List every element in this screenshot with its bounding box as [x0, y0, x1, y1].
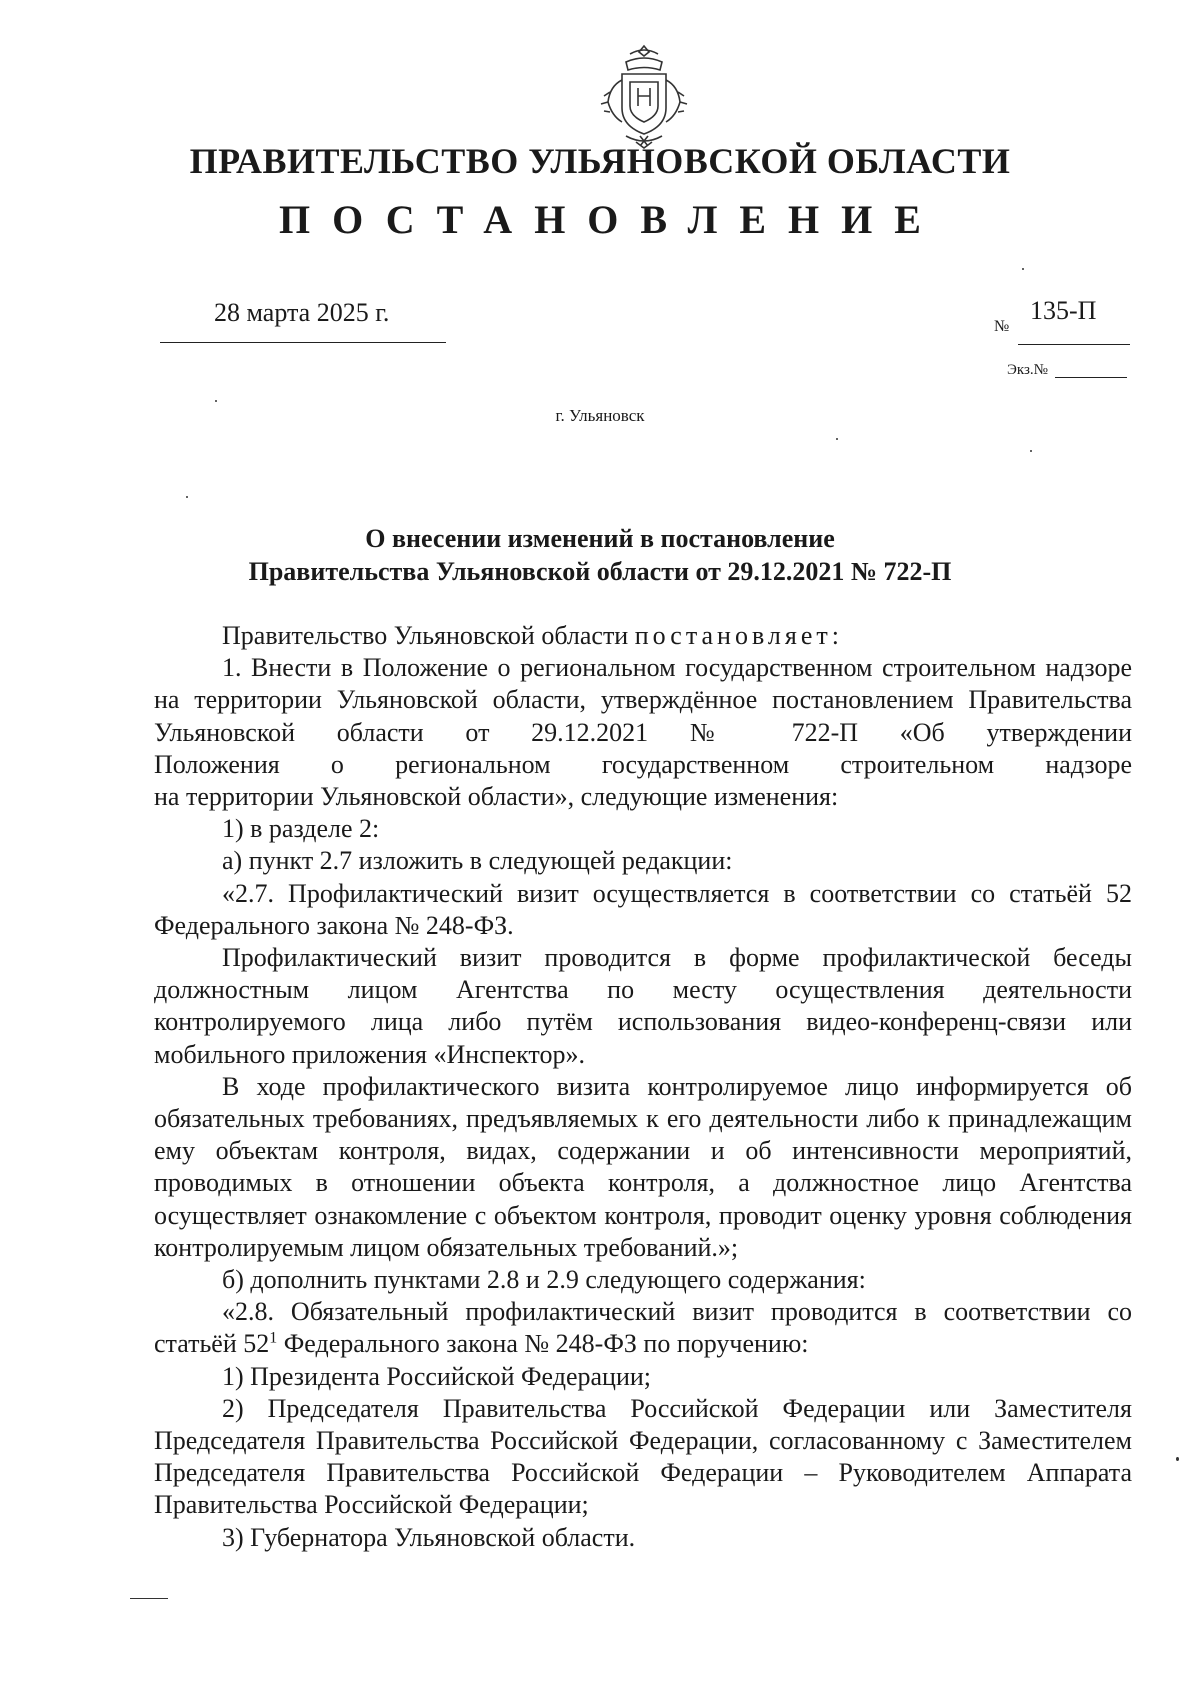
scan-speck: [836, 438, 838, 440]
document-date: 28 марта 2025 г.: [214, 298, 390, 327]
paragraph-11: 3) Губернатора Ульяновской области.: [222, 1522, 636, 1552]
resolves-verb: постановляет:: [634, 621, 843, 650]
document-body: [154, 620, 1132, 1554]
paragraph-8: «2.8. Обязательный профилактический визит проводится в соответствии со статьёй $52^1$ Федерального закона № 248-ФЗ по поручению:: [154, 1297, 1132, 1359]
paragraph-2: 1) в разделе 2:: [222, 814, 380, 844]
paragraph-1a: 1. Внести в Положение о региональном государственном строительном надзоре на территории Ульяновской области, утверждённое постановлением Правительства Ульяновской области от 29.12.2021 № 722-П «Об утверждении: [154, 653, 1132, 747]
intro-paragraph: Правительство Ульяновской области постановляет:: [222, 621, 843, 650]
copy-number-label: Экз.№: [1007, 362, 1048, 378]
subject-line-1: О внесении изменений в постановление: [365, 524, 835, 553]
government-name: ПРАВИТЕЛЬСТВО УЛЬЯНОВСКОЙ ОБЛАСТИ: [189, 141, 1011, 181]
superscript: 1: [269, 1329, 278, 1347]
number-underline: [1018, 344, 1130, 345]
footer-dash: [130, 1598, 168, 1599]
document-number: 135-П: [1030, 296, 1097, 325]
scan-speck: [1022, 268, 1024, 270]
paragraph-10: 2) Председателя Правительства Российской Федерации или Заместителя Председателя Правительства Российской Федерации, согласованному с Заместителем Председателя Правительства Российской Федерации – Руководителем Аппарата Правительства Российской Федерации;: [154, 1393, 1132, 1520]
number-sign: №: [994, 318, 1010, 335]
paragraph-1c: на территории Ульяновской области», следующие изменения:: [154, 782, 839, 812]
scan-speck: [1176, 1457, 1179, 1461]
scan-speck: [1030, 450, 1032, 452]
document-kind: ПОСТАНОВЛЕНИЕ: [279, 197, 943, 242]
subject-line-2: Правительства Ульяновской области от 29.12.2021 № 722-П: [248, 557, 952, 586]
copy-number-underline: [1055, 377, 1127, 378]
scan-speck: [215, 400, 217, 402]
document-subject: [0, 522, 1200, 588]
paragraph-1b: Положения о региональном государственном строительном надзоре: [154, 749, 1132, 779]
paragraph-3: а) пункт 2.7 изложить в следующей редакции:: [222, 846, 733, 876]
paragraph-5: Профилактический визит проводится в форме профилактической беседы должностным лицом Агентства по месту осуществления деятельности контролируемого лица либо путём использования видео-конференц-связи или мобильного приложения «Инспектор».: [154, 943, 1132, 1069]
date-underline: [160, 342, 446, 343]
paragraph-7: б) дополнить пунктами 2.8 и 2.9 следующего содержания:: [222, 1265, 866, 1295]
scan-speck: [186, 496, 188, 498]
paragraph-4: «2.7. Профилактический визит осуществляется в соответствии со статьёй 52 Федерального закона № 248-ФЗ.: [154, 878, 1132, 940]
city: г. Ульяновск: [555, 406, 645, 425]
paragraph-9: 1) Президента Российской Федерации;: [222, 1361, 652, 1391]
paragraph-6: В ходе профилактического визита контролируемое лицо информируется об обязательных требованиях, предъявляемых к его деятельности либо к принадлежащим ему объектам контроля, видах, содержании и об интенсивности мероприятий, проводимых в отношении объекта контроля, а должностное лицо Агентства осуществляет ознакомление с объектом контроля, проводит оценку уровня соблюдения контролируемым лицом обязательных требований.»;: [154, 1071, 1132, 1262]
coat-of-arms-icon: [596, 40, 692, 150]
